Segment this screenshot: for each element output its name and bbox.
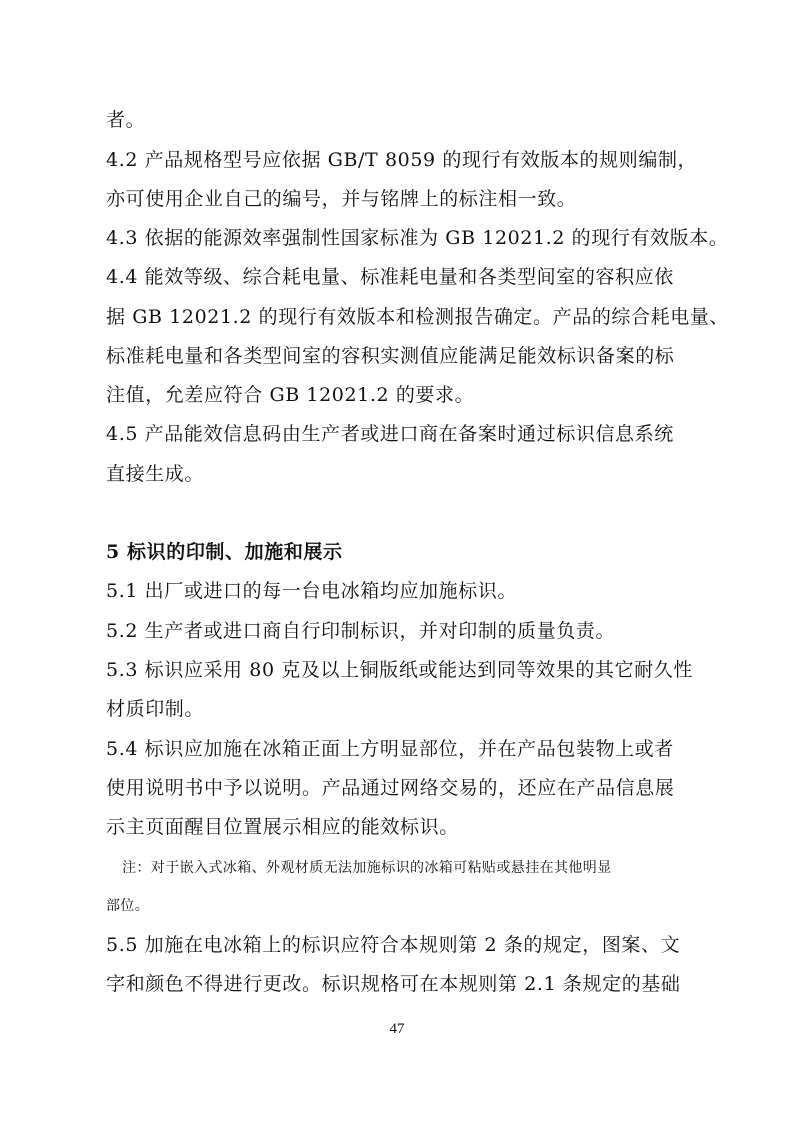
clause-4-2-cont: 亦可使用企业自己的编号，并与铭牌上的标注相一致。 xyxy=(106,188,577,210)
clause-4-4-cont-3: 注值，允差应符合 GB 12021.2 的要求。 xyxy=(106,384,475,406)
clause-4-5: 4.5 产品能效信息码由生产者或进口商在备案时通过标识信息系统 xyxy=(106,423,674,445)
page-number: 47 xyxy=(389,1021,405,1037)
clause-4-2: 4.2 产品规格型号应依据 GB/T 8059 的现行有效版本的规则编制， xyxy=(106,149,698,171)
clause-4-3: 4.3 依据的能源效率强制性国家标准为 GB 12021.2 的现行有效版本。 xyxy=(106,227,729,249)
note-line-1: 注：对于嵌入式冰箱、外观材质无法加施标识的冰箱可粘贴或悬挂在其他明显 xyxy=(122,860,612,876)
clause-5-3-cont: 材质印制。 xyxy=(106,698,205,720)
clause-5-4: 5.4 标识应加施在冰箱正面上方明显部位，并在产品包装物上或者 xyxy=(106,738,674,760)
note-line-2: 部位。 xyxy=(106,898,150,914)
text-line-continuation: 者。 xyxy=(106,109,146,131)
clause-5-4-cont-1: 使用说明书中予以说明。产品通过网络交易的，还应在产品信息展 xyxy=(106,777,675,799)
clause-4-4: 4.4 能效等级、综合耗电量、标准耗电量和各类型间室的容积应依 xyxy=(106,266,674,288)
section-5-heading: 5 标识的印制、加施和展示 xyxy=(106,541,343,563)
clause-5-2: 5.2 生产者或进口商自行印制标识，并对印制的质量负责。 xyxy=(106,620,616,642)
clause-4-4-cont-1: 据 GB 12021.2 的现行有效版本和检测报告确定。产品的综合耗电量、 xyxy=(106,306,730,328)
clause-4-4-cont-2: 标准耗电量和各类型间室的容积实测值应能满足能效标识备案的标 xyxy=(106,345,675,367)
clause-5-1: 5.1 出厂或进口的每一台电冰箱均应加施标识。 xyxy=(106,580,518,602)
clause-5-3: 5.3 标识应采用 80 克及以上铜版纸或能达到同等效果的其它耐久性 xyxy=(106,659,693,681)
clause-4-5-cont: 直接生成。 xyxy=(106,463,205,485)
clause-5-5: 5.5 加施在电冰箱上的标识应符合本规则第 2 条的规定，图案、文 xyxy=(106,934,681,956)
clause-5-4-cont-2: 示主页面醒目位置展示相应的能效标识。 xyxy=(106,816,459,838)
clause-5-5-cont: 字和颜色不得进行更改。标识规格可在本规则第 2.1 条规定的基础 xyxy=(106,973,681,995)
